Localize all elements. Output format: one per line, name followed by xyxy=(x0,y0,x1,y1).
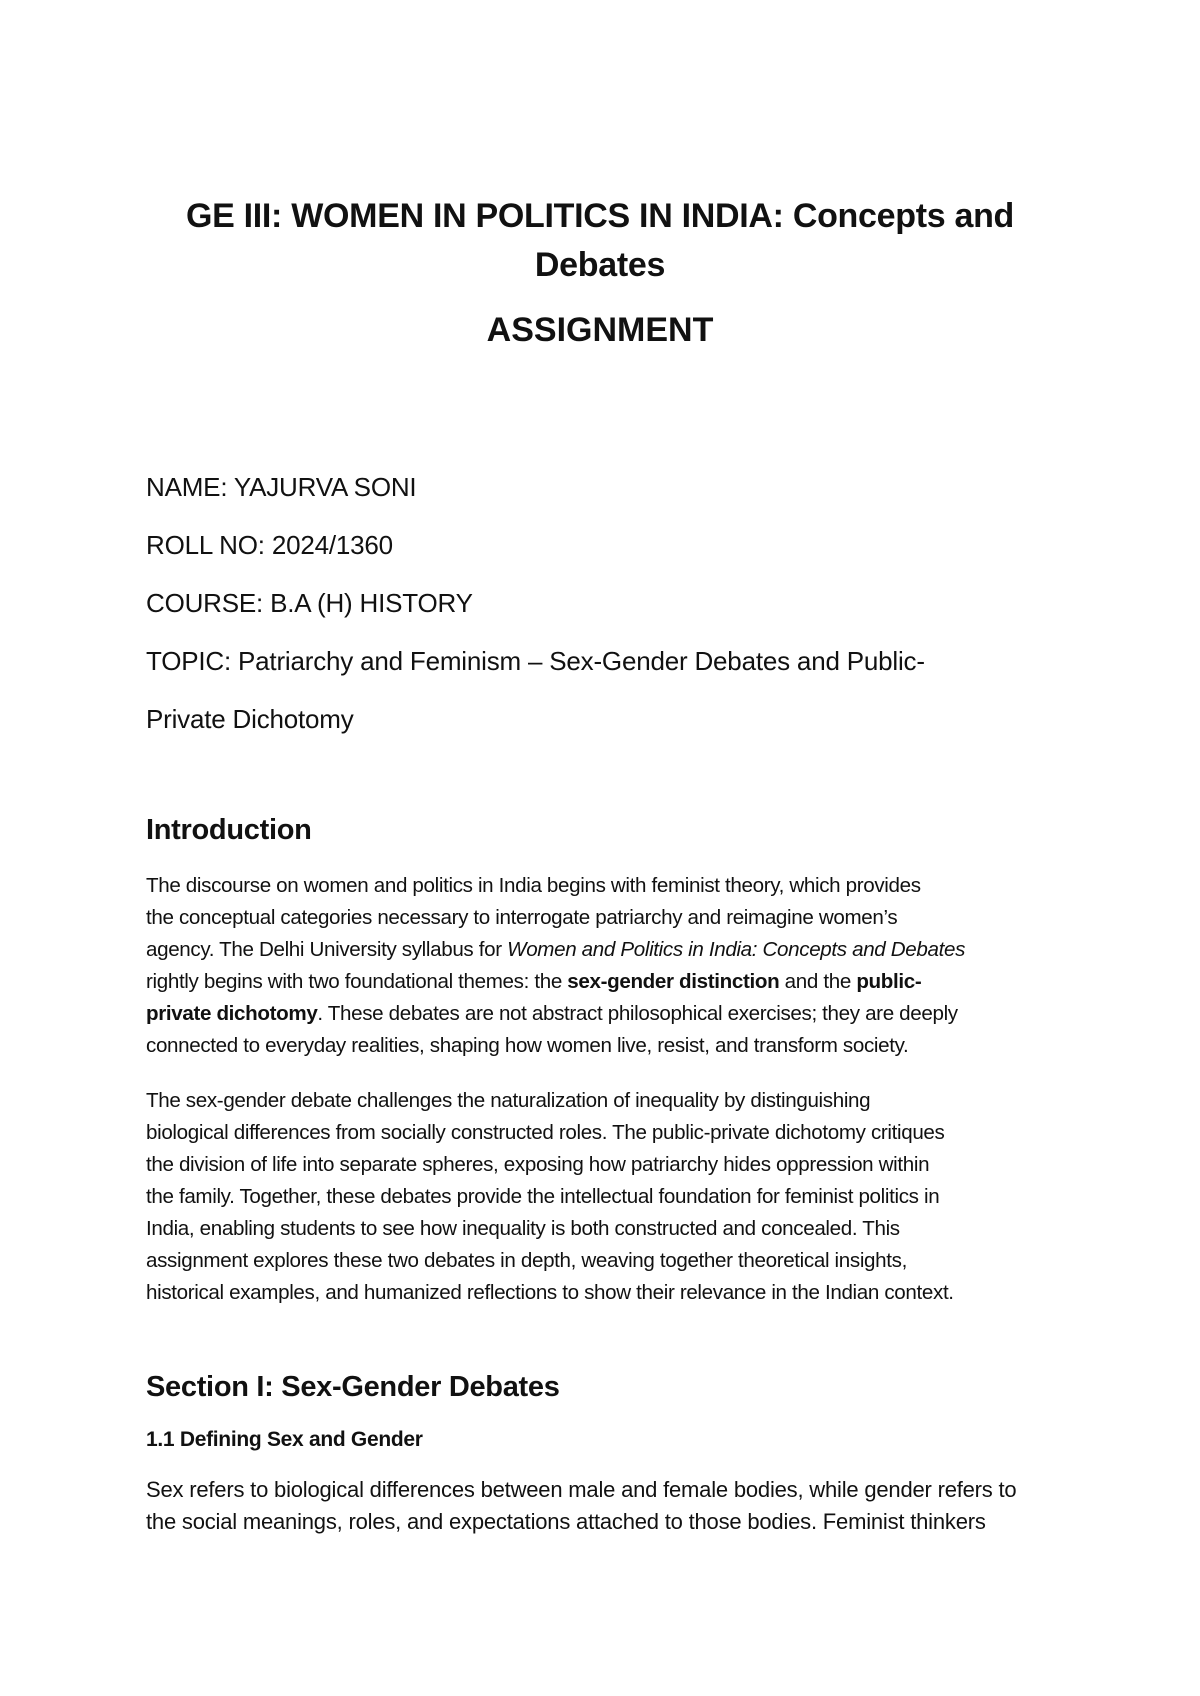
section-1-line: Sex refers to biological differences between male and female bodies, while gender refers to xyxy=(146,1477,1017,1502)
text-run: . These debates are not abstract philosophical exercises; they are deeply xyxy=(317,1002,958,1025)
intro-p1-line xyxy=(146,998,1066,1030)
title-block xyxy=(150,192,1050,355)
roll-number: ROLL NO: 2024/1360 xyxy=(146,530,393,560)
document-title xyxy=(150,192,1050,290)
intro-p2-line: India, enabling students to see how inequality is both constructed and concealed. This xyxy=(146,1217,900,1240)
text-run: rightly begins with two foundational themes: the xyxy=(146,970,568,993)
intro-p1-line: the conceptual categories necessary to interrogate patriarchy and reimagine women’s xyxy=(146,906,898,929)
intro-p2-line: assignment explores these two debates in depth, weaving together theoretical insights, xyxy=(146,1249,907,1272)
section-1-paragraph xyxy=(146,1474,1066,1538)
syllabus-title: Women and Politics in India: Concepts and Debates xyxy=(507,938,966,961)
introduction-paragraph-2 xyxy=(146,1085,1066,1309)
topic-line-1: TOPIC: Patriarchy and Feminism – Sex-Gender Debates and Public- xyxy=(146,646,925,676)
title-line-1: GE III: WOMEN IN POLITICS IN INDIA: Concepts and xyxy=(185,197,1015,235)
intro-p1-line xyxy=(146,934,1066,966)
introduction-heading: Introduction xyxy=(146,814,312,846)
student-info xyxy=(146,458,1046,748)
section-1-heading: Section I: Sex-Gender Debates xyxy=(146,1371,560,1403)
assignment-label: ASSIGNMENT xyxy=(486,311,714,349)
text-run: and the xyxy=(779,970,857,993)
section-1-line: the social meanings, roles, and expectations attached to those bodies. Feminist thinkers xyxy=(146,1509,986,1534)
intro-p1-line: connected to everyday realities, shaping how women live, resist, and transform society. xyxy=(146,1034,909,1057)
section-1-1-heading: 1.1 Defining Sex and Gender xyxy=(146,1428,423,1451)
introduction-paragraph-1 xyxy=(146,870,1066,1062)
text-run: agency. The Delhi University syllabus for xyxy=(146,938,508,961)
title-line-2: Debates xyxy=(534,246,666,284)
intro-p2-line: biological differences from socially constructed roles. The public-private dichotomy critiques xyxy=(146,1121,945,1144)
student-name: NAME: YAJURVA SONI xyxy=(146,472,417,502)
intro-p1-line xyxy=(146,966,1066,998)
intro-p1-line: The discourse on women and politics in India begins with feminist theory, which provides xyxy=(146,874,921,897)
intro-p2-line: the division of life into separate spheres, exposing how patriarchy hides oppression within xyxy=(146,1153,930,1176)
topic-line-2: Private Dichotomy xyxy=(146,704,354,734)
sex-gender-term: sex-gender distinction xyxy=(567,970,780,993)
public-private-term-cont: private dichotomy xyxy=(146,1002,318,1025)
public-private-term: public- xyxy=(856,970,922,993)
intro-p2-line: the family. Together, these debates provide the intellectual foundation for feminist politics in xyxy=(146,1185,940,1208)
intro-p2-line: The sex-gender debate challenges the naturalization of inequality by distinguishing xyxy=(146,1089,871,1112)
course: COURSE: B.A (H) HISTORY xyxy=(146,588,473,618)
intro-p2-line: historical examples, and humanized reflections to show their relevance in the Indian context. xyxy=(146,1281,954,1304)
